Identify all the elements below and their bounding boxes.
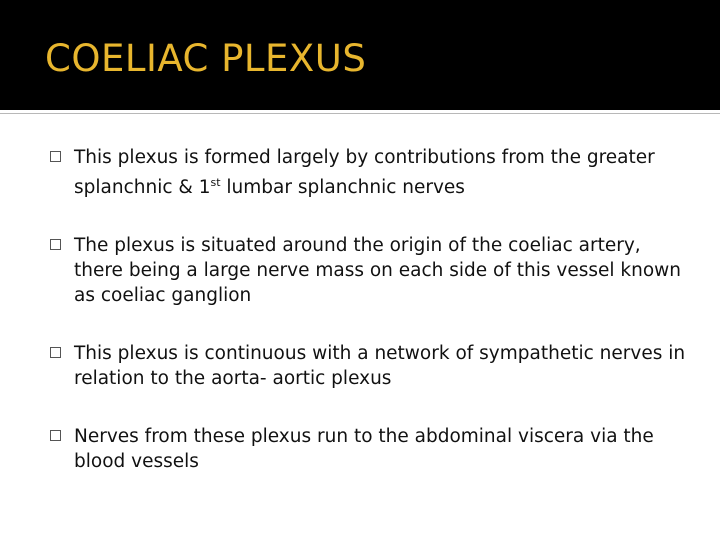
bullet-text: Nerves from these plexus run to the abdominal viscera via the blood vessels	[74, 426, 654, 472]
bullet-list	[50, 145, 690, 474]
bullet-text: The plexus is situated around the origin of the coeliac artery, there being a large nerve mass on each side of this vessel known as coeliac ganglion	[74, 235, 682, 306]
title-band	[0, 0, 720, 110]
square-bullet-icon	[50, 430, 61, 441]
square-bullet-icon	[50, 239, 61, 250]
square-bullet-icon	[50, 347, 61, 358]
bullet-text: This plexus is formed largely by contributions from the greater splanchnic & 1st lumbar splanchnic nerves	[74, 147, 655, 198]
bullet-item	[50, 424, 690, 474]
superscript: st	[210, 176, 221, 189]
slide-title: COELIAC PLEXUS	[45, 37, 367, 80]
bullet-text: This plexus is continuous with a network of sympathetic nerves in relation to the aorta- aortic plexus	[74, 343, 686, 389]
bullet-item	[50, 233, 690, 308]
square-bullet-icon	[50, 151, 61, 162]
title-divider	[0, 113, 720, 114]
bullet-item	[50, 145, 690, 200]
bullet-item	[50, 341, 690, 391]
